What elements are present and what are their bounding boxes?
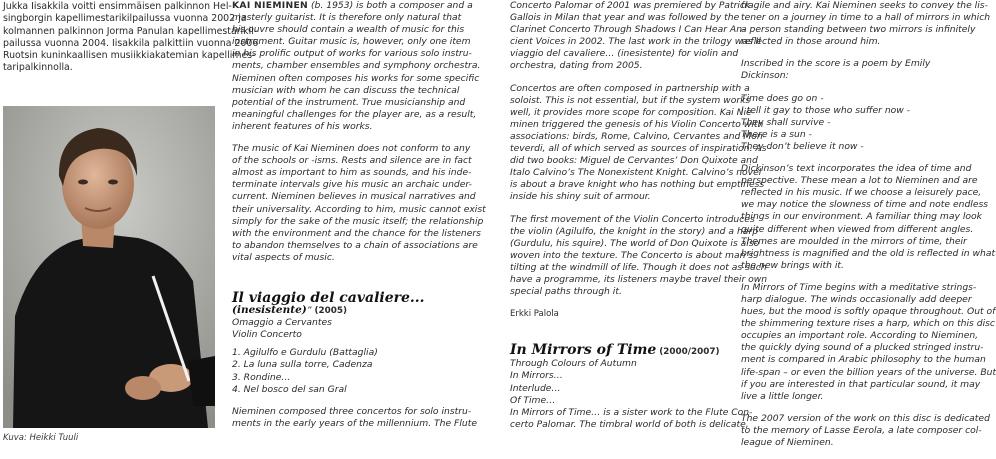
paragraph	[741, 412, 990, 449]
text-line: terminate intervals give his music an archaic under-	[232, 179, 472, 191]
movement-item: 3. Rondine…	[232, 371, 291, 383]
text-line: perspective. These mean a lot to Nieminen and are	[741, 175, 978, 187]
text-line: singborgin kapellimestarikilpailussa vuonna 2002 ja	[3, 13, 247, 25]
text-line: Themes are moulded in the mirrors of time, their	[741, 235, 967, 247]
text-line: Gallois in Milan that year and was followed by the	[510, 12, 740, 24]
work2-info-line: Of Time…	[510, 394, 556, 406]
text-line: brightness is magnified and the old is reflected in what	[741, 247, 996, 259]
text-line: we may notice the slowness of time and note endless	[741, 199, 989, 211]
text-line: the new brings with it.	[741, 259, 844, 271]
paragraph	[510, 82, 767, 204]
text-line: teverdi, all of which served as sources of inspiration. As	[510, 143, 767, 155]
text-line: of the schools or -isms. Rests and silence are in fact	[232, 155, 472, 167]
poem-line: They don’t believe it now -	[741, 140, 864, 152]
movement-item: 2. La luna sulla torre, Cadenza	[232, 359, 373, 371]
text-line: to the memory of Lasse Eerola, a late composer col-	[741, 424, 982, 436]
work2-title-block	[510, 344, 730, 406]
text-line: occupies an important role. According to Nieminen,	[741, 330, 979, 342]
text-line: almost as important to him as sounds, and his inde-	[232, 167, 472, 179]
text-line: the quickly dying sound of a plucked stringed instru-	[741, 342, 984, 354]
text-line: Jukka Iisakkila voitti ensimmäisen palkinnon Hel-	[3, 1, 232, 12]
text-line: The first movement of the Violin Concerto introduces	[510, 213, 755, 225]
text-line: well, it provides more scope for composition. Kai Nie-	[510, 106, 755, 118]
text-line: to abandon themselves to a chain of associations are	[232, 239, 478, 251]
paragraph	[741, 163, 996, 272]
text-line: potential of the instrument. True musicianship and	[232, 96, 466, 108]
work1-info-line: Omaggio a Cervantes	[232, 317, 332, 329]
work1-subtitle-line	[232, 304, 457, 317]
text-line: in his prolific output of works for various solo instru-	[232, 48, 472, 60]
text-line: soloist. This is not essential, but if the system works	[510, 94, 751, 106]
text-line: reflected in his music. If we choose a leisurely pace,	[741, 187, 982, 199]
text-line: live a little longer.	[741, 390, 824, 402]
text-line: ments, chamber ensembles and symphony orchestra.	[232, 60, 481, 72]
text-line: hues, but the mood is softly opaque throughout. Out of	[741, 306, 996, 318]
text-line: instrument. Guitar music is, however, only one item	[232, 36, 471, 48]
text-line: a person standing between two mirrors is infinitely	[741, 24, 976, 36]
paragraph	[232, 405, 477, 430]
portrait-image	[3, 106, 215, 428]
text-line: meaningful challenges for the player are, as a result,	[232, 108, 477, 120]
text-line: In Mirrors of Time begins with a meditative strings-	[741, 281, 977, 293]
column-4	[741, 0, 996, 459]
text-line: the shimmering texture rises a harp, which on this disc	[741, 318, 995, 330]
text-fragment: (b. 1953) is both a composer and a	[308, 0, 473, 11]
text-line: Italo Calvino’s The Nonexistent Knight. Calvino’s novel	[510, 167, 762, 179]
movement-item: 4. Nel bosco del san Gral	[232, 383, 347, 395]
paragraph	[232, 0, 481, 133]
column-3	[510, 0, 768, 441]
photo-credit: Kuva: Heikki Tuuli	[3, 433, 79, 443]
work2-info-line: Through Colours of Autumn	[510, 358, 637, 370]
text-line	[232, 0, 473, 12]
paragraph	[510, 0, 761, 73]
work1-title-block	[232, 289, 457, 341]
paragraph	[510, 406, 753, 431]
text-line: Concerto Palomar of 2001 was premiered by Patrick	[510, 0, 751, 11]
work2-info-line: Interlude…	[510, 382, 561, 394]
text-line: the violin (Agilulfo, the knight in the story) and a harp	[510, 225, 759, 237]
text-line: ment is compared in Arabic philosophy to the human	[741, 354, 986, 366]
text-line: reflected in those around him.	[741, 36, 881, 48]
text-line: orchestra, dating from 2005.	[510, 60, 643, 72]
text-line: Nieminen composed three concertos for solo instru-	[232, 405, 472, 417]
text-line: masterly guitarist. It is therefore only natural that	[232, 12, 462, 24]
work1-info-line: Violin Concerto	[232, 329, 302, 341]
text-line: is about a brave knight who has nothing but emptiness	[510, 179, 765, 191]
text-line: taripalkinnolla.	[3, 62, 73, 74]
text-line: life-span – or even the billion years of the universe. But	[741, 366, 996, 378]
paragraph	[741, 0, 991, 48]
text-line: The music of Kai Nieminen does not conform to any	[232, 143, 471, 155]
paragraph	[510, 213, 768, 299]
text-line: his ouvre should contain a wealth of music for this	[232, 24, 465, 36]
text-line: kolmannen palkinnon Jorma Panulan kapellimestarikil-	[3, 25, 258, 37]
paragraph	[741, 281, 996, 403]
text-line: current. Nieminen believes in musical narratives and	[232, 191, 476, 203]
text-line: The 2007 version of the work on this disc is dedicated	[741, 412, 990, 424]
text-line: special paths through it.	[510, 286, 622, 298]
text-line: Nieminen often composes his works for some specific	[232, 72, 480, 84]
text-line: pailussa vuonna 2004. Iisakkila palkittiin vuonna 2006	[3, 37, 259, 49]
work1-title-text: Il viaggio del cavaliere...	[232, 289, 425, 306]
poem-line: They shall survive -	[741, 116, 831, 128]
column-1	[3, 1, 259, 75]
text-line: simply for the sake of the music itself; the relationship	[232, 215, 484, 227]
text-line: things in our environment. A familiar thing may look	[741, 211, 982, 223]
column-2	[232, 0, 486, 440]
work1-year: (2005)	[314, 306, 347, 317]
text-line: woven into the texture. The Concerto is about man’s	[510, 249, 754, 261]
poem-line: Time does go on -	[741, 92, 824, 104]
work1-subtitle: (inesistente)	[232, 304, 307, 317]
work1-quote: ”	[306, 305, 315, 317]
work2-title-line	[510, 344, 730, 358]
text-line: with the environment and the chance for the listeners	[232, 227, 481, 239]
text-line: Dickinson’s text incorporates the idea of time and	[741, 163, 972, 175]
intro-paragraph	[3, 1, 259, 75]
poem	[741, 93, 957, 153]
text-line: (Gurdulu, his squire). The world of Don Quixote is also	[510, 237, 760, 249]
text-line: fragile and airy. Kai Nieminen seeks to convey the lis-	[741, 0, 988, 11]
author-signature: Erkki Palola	[510, 309, 559, 320]
text-line: vital aspects of music.	[232, 251, 335, 263]
text-line: musician with whom he can discuss the technical	[232, 84, 460, 96]
text-line: cient Voices in 2002. The last work in the trilogy was Il	[510, 36, 761, 48]
work2-info-line: In Mirrors…	[510, 370, 563, 382]
text-line: if you are interested in that particular sound, it may	[741, 378, 981, 390]
text-line: associations: birds, Rome, Calvino, Cervantes and Mon-	[510, 130, 766, 142]
work2-year: (2000/2007)	[659, 347, 720, 358]
text-line: inherent features of his works.	[232, 120, 373, 132]
text-line: their universality. According to him, music cannot exist	[232, 203, 486, 215]
text-line: league of Nieminen.	[741, 437, 834, 448]
text-line: Ruotsin kuninkaallisen musiikkiakatemian kapellimes-	[3, 50, 256, 62]
work1-title	[232, 289, 457, 306]
text-line: Clarinet Concerto Through Shadows I Can Hear An-	[510, 24, 746, 36]
movements-list	[232, 347, 457, 395]
poem-intro: Inscribed in the score is a poem by Emily Dickinson:	[741, 58, 931, 82]
text-line: In Mirrors of Time… is a sister work to the Flute Con-	[510, 406, 753, 418]
poem-line: There is a sun -	[741, 128, 812, 140]
poem-line: I tell it gay to those who suffer now -	[741, 104, 911, 116]
text-line: tilting at the windmill of life. Though it does not as such	[510, 261, 767, 273]
text-line: quite different when viewed from different angles.	[741, 223, 974, 235]
text-line: inside his shiny suit of armour.	[510, 191, 651, 203]
text-line: did two books: Miguel de Cervantes’ Don Quixote and	[510, 155, 758, 167]
text-line: certo Palomar. The timbral world of both is delicate,	[510, 418, 749, 430]
movement-item: 1. Agilulfo e Gurdulu (Battaglia)	[232, 347, 378, 359]
text-line: harp dialogue. The winds occasionally add deeper	[741, 293, 972, 305]
text-line: Concertos are often composed in partnership with a	[510, 82, 750, 94]
text-line: viaggio del cavaliere… (inesistente) for violin and	[510, 48, 739, 60]
paragraph	[232, 143, 486, 264]
composer-name-heading: KAI NIEMINEN	[232, 0, 309, 11]
text-line: ments in the early years of the millennium. The Flute	[232, 417, 477, 429]
text-line: tener on a journey in time to a hall of mirrors in which	[741, 12, 991, 24]
composer-photo	[3, 106, 215, 428]
work2-title: In Mirrors of Time	[510, 342, 657, 359]
text-line: minen triggered the genesis of his Violin Concerto with	[510, 118, 764, 130]
text-line: have a programme, its listeners maybe travel their own	[510, 273, 768, 285]
